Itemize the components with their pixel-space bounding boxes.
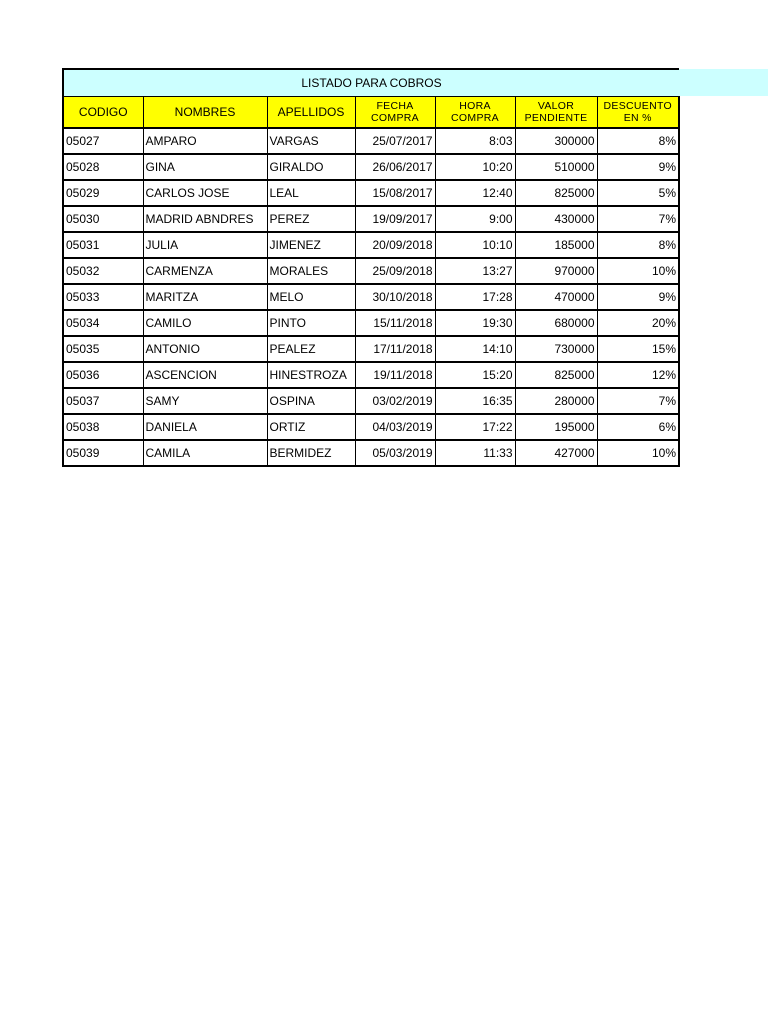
cell-valor-pendiente[interactable]: 470000 [515, 284, 597, 310]
header-hora-compra[interactable]: HORA COMPRA [435, 97, 515, 129]
cell-hora-compra[interactable]: 17:28 [435, 284, 515, 310]
cell-apellidos[interactable]: JIMENEZ [267, 232, 355, 258]
cell-valor-pendiente[interactable]: 185000 [515, 232, 597, 258]
cell-apellidos[interactable]: ORTIZ [267, 414, 355, 440]
cell-nombres[interactable]: ASCENCION [143, 362, 267, 388]
table-row [63, 336, 679, 362]
cell-codigo[interactable]: 05028 [63, 154, 143, 180]
table-row [63, 180, 679, 206]
cell-hora-compra[interactable]: 15:20 [435, 362, 515, 388]
cell-descuento[interactable]: 10% [597, 258, 679, 284]
header-codigo[interactable]: CODIGO [63, 97, 143, 129]
cell-codigo[interactable]: 05039 [63, 440, 143, 466]
cell-apellidos[interactable]: PINTO [267, 310, 355, 336]
cell-hora-compra[interactable]: 8:03 [435, 128, 515, 154]
cell-apellidos[interactable]: PEREZ [267, 206, 355, 232]
cell-nombres[interactable]: SAMY [143, 388, 267, 414]
header-fecha-compra[interactable]: FECHA COMPRA [355, 97, 435, 129]
cell-valor-pendiente[interactable]: 195000 [515, 414, 597, 440]
cell-hora-compra[interactable]: 10:20 [435, 154, 515, 180]
cell-valor-pendiente[interactable]: 825000 [515, 362, 597, 388]
cell-fecha-compra[interactable]: 30/10/2018 [355, 284, 435, 310]
cell-fecha-compra[interactable]: 04/03/2019 [355, 414, 435, 440]
cell-codigo[interactable]: 05034 [63, 310, 143, 336]
table-row [63, 128, 679, 154]
header-row [63, 97, 679, 129]
cell-apellidos[interactable]: PEALEZ [267, 336, 355, 362]
cell-codigo[interactable]: 05032 [63, 258, 143, 284]
cell-apellidos[interactable]: LEAL [267, 180, 355, 206]
table-row [63, 154, 679, 180]
cell-hora-compra[interactable]: 17:22 [435, 414, 515, 440]
cell-nombres[interactable]: CARMENZA [143, 258, 267, 284]
table-row [63, 258, 679, 284]
cell-fecha-compra[interactable]: 26/06/2017 [355, 154, 435, 180]
cell-nombres[interactable]: CAMILA [143, 440, 267, 466]
cell-valor-pendiente[interactable]: 280000 [515, 388, 597, 414]
cell-fecha-compra[interactable]: 19/09/2017 [355, 206, 435, 232]
cell-hora-compra[interactable]: 10:10 [435, 232, 515, 258]
cell-nombres[interactable]: GINA [143, 154, 267, 180]
cell-apellidos[interactable]: HINESTROZA [267, 362, 355, 388]
table-row [63, 284, 679, 310]
cell-apellidos[interactable]: BERMIDEZ [267, 440, 355, 466]
cell-descuento[interactable]: 12% [597, 362, 679, 388]
table-row [63, 414, 679, 440]
cell-valor-pendiente[interactable]: 825000 [515, 180, 597, 206]
cell-fecha-compra[interactable]: 15/11/2018 [355, 310, 435, 336]
cell-hora-compra[interactable]: 19:30 [435, 310, 515, 336]
cell-valor-pendiente[interactable]: 300000 [515, 128, 597, 154]
cell-valor-pendiente[interactable]: 430000 [515, 206, 597, 232]
cell-codigo[interactable]: 05038 [63, 414, 143, 440]
cell-nombres[interactable]: MARITZA [143, 284, 267, 310]
table-row [63, 310, 679, 336]
cell-descuento[interactable]: 5% [597, 180, 679, 206]
cell-descuento[interactable]: 20% [597, 310, 679, 336]
cell-descuento[interactable]: 10% [597, 440, 679, 466]
cell-nombres[interactable]: ANTONIO [143, 336, 267, 362]
cell-nombres[interactable]: CAMILO [143, 310, 267, 336]
cell-descuento[interactable]: 8% [597, 128, 679, 154]
table-row [63, 232, 679, 258]
cell-descuento[interactable]: 7% [597, 388, 679, 414]
cell-fecha-compra[interactable]: 25/07/2017 [355, 128, 435, 154]
cell-codigo[interactable]: 05035 [63, 336, 143, 362]
cell-descuento[interactable]: 15% [597, 336, 679, 362]
cell-fecha-compra[interactable]: 05/03/2019 [355, 440, 435, 466]
table-row [63, 388, 679, 414]
cell-codigo[interactable]: 05030 [63, 206, 143, 232]
cell-valor-pendiente[interactable]: 970000 [515, 258, 597, 284]
cell-hora-compra[interactable]: 9:00 [435, 206, 515, 232]
cell-apellidos[interactable]: MORALES [267, 258, 355, 284]
cell-nombres[interactable]: JULIA [143, 232, 267, 258]
cell-apellidos[interactable]: GIRALDO [267, 154, 355, 180]
header-apellidos[interactable]: APELLIDOS [267, 97, 355, 129]
header-valor-pendiente[interactable]: VALOR PENDIENTE [515, 97, 597, 129]
cell-nombres[interactable]: DANIELA [143, 414, 267, 440]
cell-valor-pendiente[interactable]: 427000 [515, 440, 597, 466]
cell-hora-compra[interactable]: 11:33 [435, 440, 515, 466]
cell-apellidos[interactable]: OSPINA [267, 388, 355, 414]
cell-fecha-compra[interactable]: 20/09/2018 [355, 232, 435, 258]
header-descuento[interactable]: DESCUENTO EN % [597, 97, 679, 129]
cell-apellidos[interactable]: VARGAS [267, 128, 355, 154]
cell-descuento[interactable]: 9% [597, 284, 679, 310]
table-row [63, 206, 679, 232]
cell-nombres[interactable]: MADRID ABNDRES [143, 206, 267, 232]
cell-valor-pendiente[interactable]: 730000 [515, 336, 597, 362]
cell-fecha-compra[interactable]: 19/11/2018 [355, 362, 435, 388]
table-title: LISTADO PARA COBROS [63, 69, 679, 97]
table-row [63, 362, 679, 388]
cell-hora-compra[interactable]: 12:40 [435, 180, 515, 206]
cell-codigo[interactable]: 05037 [63, 388, 143, 414]
cell-valor-pendiente[interactable]: 680000 [515, 310, 597, 336]
cell-descuento[interactable]: 7% [597, 206, 679, 232]
cell-descuento[interactable]: 6% [597, 414, 679, 440]
cell-valor-pendiente[interactable]: 510000 [515, 154, 597, 180]
cell-hora-compra[interactable]: 14:10 [435, 336, 515, 362]
cell-hora-compra[interactable]: 13:27 [435, 258, 515, 284]
cell-apellidos[interactable]: MELO [267, 284, 355, 310]
billing-table [62, 68, 680, 467]
cell-fecha-compra[interactable]: 17/11/2018 [355, 336, 435, 362]
cell-nombres[interactable]: AMPARO [143, 128, 267, 154]
cell-codigo[interactable]: 05036 [63, 362, 143, 388]
table-row [63, 440, 679, 466]
title-row [63, 69, 679, 97]
cell-nombres[interactable]: CARLOS JOSE [143, 180, 267, 206]
cell-fecha-compra[interactable]: 25/09/2018 [355, 258, 435, 284]
cell-hora-compra[interactable]: 16:35 [435, 388, 515, 414]
cell-fecha-compra[interactable]: 03/02/2019 [355, 388, 435, 414]
cell-codigo[interactable]: 05031 [63, 232, 143, 258]
cell-descuento[interactable]: 8% [597, 232, 679, 258]
cell-codigo[interactable]: 05027 [63, 128, 143, 154]
title-band-extension [677, 69, 768, 96]
cell-codigo[interactable]: 05029 [63, 180, 143, 206]
cell-fecha-compra[interactable]: 15/08/2017 [355, 180, 435, 206]
cell-codigo[interactable]: 05033 [63, 284, 143, 310]
cell-descuento[interactable]: 9% [597, 154, 679, 180]
header-nombres[interactable]: NOMBRES [143, 97, 267, 129]
